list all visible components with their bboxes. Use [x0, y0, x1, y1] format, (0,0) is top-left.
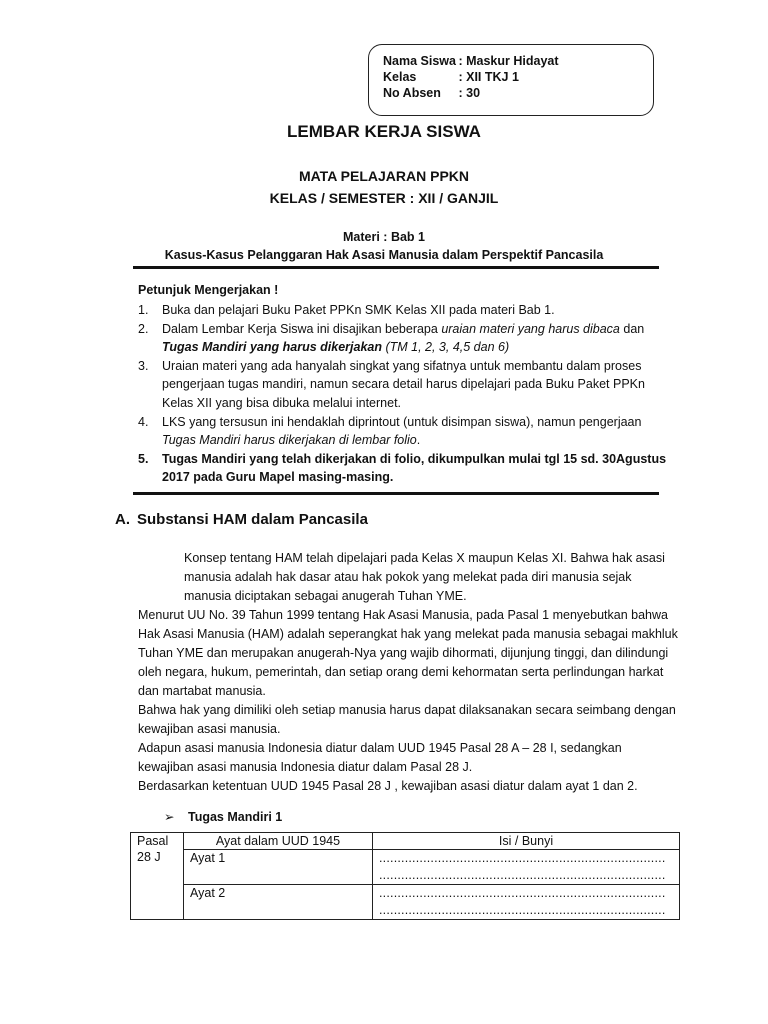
subject-heading: MATA PELAJARAN PPKN [298, 168, 470, 184]
list-item [138, 320, 668, 357]
item-number: 3. [138, 358, 149, 373]
list-item [138, 450, 668, 487]
student-absen-row [383, 85, 653, 101]
item-text-bold-italic: Tugas Mandiri yang harus dikerjakan [162, 340, 382, 355]
section-a-body [138, 549, 678, 796]
item-text-italic: Tugas Mandiri harus dikerjakan di lembar folio [162, 433, 417, 448]
paragraph: Menurut UU No. 39 Tahun 1999 tentang Hak Asasi Manusia, pada Pasal 1 menyebutkan bahwa Hak Asasi Manusia (HAM) adalah seperangkat hak yang melekat pada manusia sebagai makhluk Tuhan YME dan merupakan anugerah-Nya yang wajib dihormati, dijunjung tinggi, dan dilindungi oleh negara, hukum, pemerintah, dan setiap orang demi kehormatan serta perlindungan harkat dan martabat manusia. [138, 608, 678, 698]
paragraph: Bahwa hak yang dimiliki oleh setiap manusia harus dapat dilaksanakan secara seimbang dengan kewajiban asasi manusia. [138, 703, 676, 736]
class-value: : XII TKJ 1 [458, 70, 519, 84]
class-label: Kelas [383, 70, 417, 84]
item-number: 5. [138, 451, 149, 466]
divider-top [133, 266, 659, 269]
answer-line: .............................................................................. [379, 903, 666, 917]
absen-label: No Absen [383, 86, 441, 100]
table-header-ayat: Ayat dalam UUD 1945 [184, 833, 373, 850]
list-item [138, 301, 668, 320]
answer-cell[interactable] [373, 885, 680, 920]
student-class-row [383, 69, 653, 85]
pasal-label: Pasal [137, 834, 169, 848]
table-header-row [131, 833, 680, 850]
item-text: Buka dan pelajari Buku Paket PPKn SMK Kelas XII pada materi Bab 1. [162, 303, 555, 317]
table-row [131, 885, 680, 920]
paragraph: Berdasarkan ketentuan UUD 1945 Pasal 28 J , kewajiban asasi diatur dalam ayat 1 dan 2. [138, 779, 638, 793]
divider-bottom [133, 492, 659, 495]
item-text: . [416, 433, 421, 448]
answer-line: .............................................................................. [379, 868, 666, 882]
item-number: 1. [138, 303, 149, 317]
section-a-heading [115, 511, 368, 528]
task-heading [164, 809, 282, 824]
name-value: : Maskur Hidayat [458, 54, 559, 68]
table-cell-pasal [131, 833, 184, 920]
item-number: 4. [138, 414, 149, 429]
section-title: Substansi HAM dalam Pancasila [137, 511, 368, 528]
item-number: 2. [138, 321, 149, 336]
list-item [138, 413, 668, 450]
item-text: dan [619, 321, 645, 336]
absen-value: : 30 [458, 86, 481, 100]
materi-heading: Materi : Bab 1 [343, 230, 425, 244]
item-text: Uraian materi yang ada hanyalah singkat yang sifatnya untuk membantu dalam proses pengerjaan tugas mandiri, namun secara detail harus dipelajari pada Buku Paket PPKn Kelas XII yang bisa dibuka melalui internet. [162, 358, 645, 410]
table-row [131, 850, 680, 885]
instructions-list [138, 301, 668, 487]
instructions-title: Petunjuk Mengerjakan ! [138, 283, 279, 297]
section-letter: A. [115, 511, 130, 528]
page-title: LEMBAR KERJA SISWA [287, 122, 481, 141]
item-text-italic: uraian materi yang harus dibaca [441, 321, 620, 336]
pasal-number: 28 J [137, 850, 161, 864]
ayat-cell: Ayat 2 [184, 885, 373, 920]
item-text: Dalam Lembar Kerja Siswa ini disajikan beberapa [162, 321, 442, 336]
arrow-bullet-icon: ➢ [164, 810, 175, 824]
list-item [138, 357, 668, 413]
paragraph: Adapun asasi manusia Indonesia diatur dalam UUD 1945 Pasal 28 A – 28 I, sedangkan kewajiban asasi manusia Indonesia diatur dalam Pasal 28 J. [138, 741, 622, 774]
item-text: LKS yang tersusun ini hendaklah diprintout (untuk disimpan siswa), namun pengerjaan [162, 414, 642, 429]
task-label: Tugas Mandiri 1 [188, 810, 283, 824]
ayat-cell: Ayat 1 [184, 850, 373, 885]
answer-line: .............................................................................. [379, 886, 666, 900]
student-name-row [383, 53, 653, 69]
table-header-isi: Isi / Bunyi [373, 833, 680, 850]
item-text-italic: (TM 1, 2, 3, 4,5 dan 6) [381, 340, 510, 355]
name-label: Nama Siswa [383, 54, 456, 68]
answer-cell[interactable] [373, 850, 680, 885]
item-text: Tugas Mandiri yang telah dikerjakan di folio, dikumpulkan mulai tgl 15 sd. 30Agustus 2017 pada Guru Mapel masing-masing. [162, 451, 667, 485]
answer-line: .............................................................................. [379, 851, 666, 865]
class-semester-heading: KELAS / SEMESTER : XII / GANJIL [269, 190, 499, 206]
paragraph: Konsep tentang HAM telah dipelajari pada Kelas X maupun Kelas XI. Bahwa hak asasi manusia adalah hak dasar atau hak pokok yang melekat pada diri manusia sejak manusia diciptakan sebagai anugerah Tuhan YME. [184, 551, 665, 603]
topic-heading: Kasus-Kasus Pelanggaran Hak Asasi Manusia dalam Perspektif Pancasila [164, 248, 604, 262]
task-table [130, 832, 680, 920]
student-info-box [368, 44, 654, 116]
